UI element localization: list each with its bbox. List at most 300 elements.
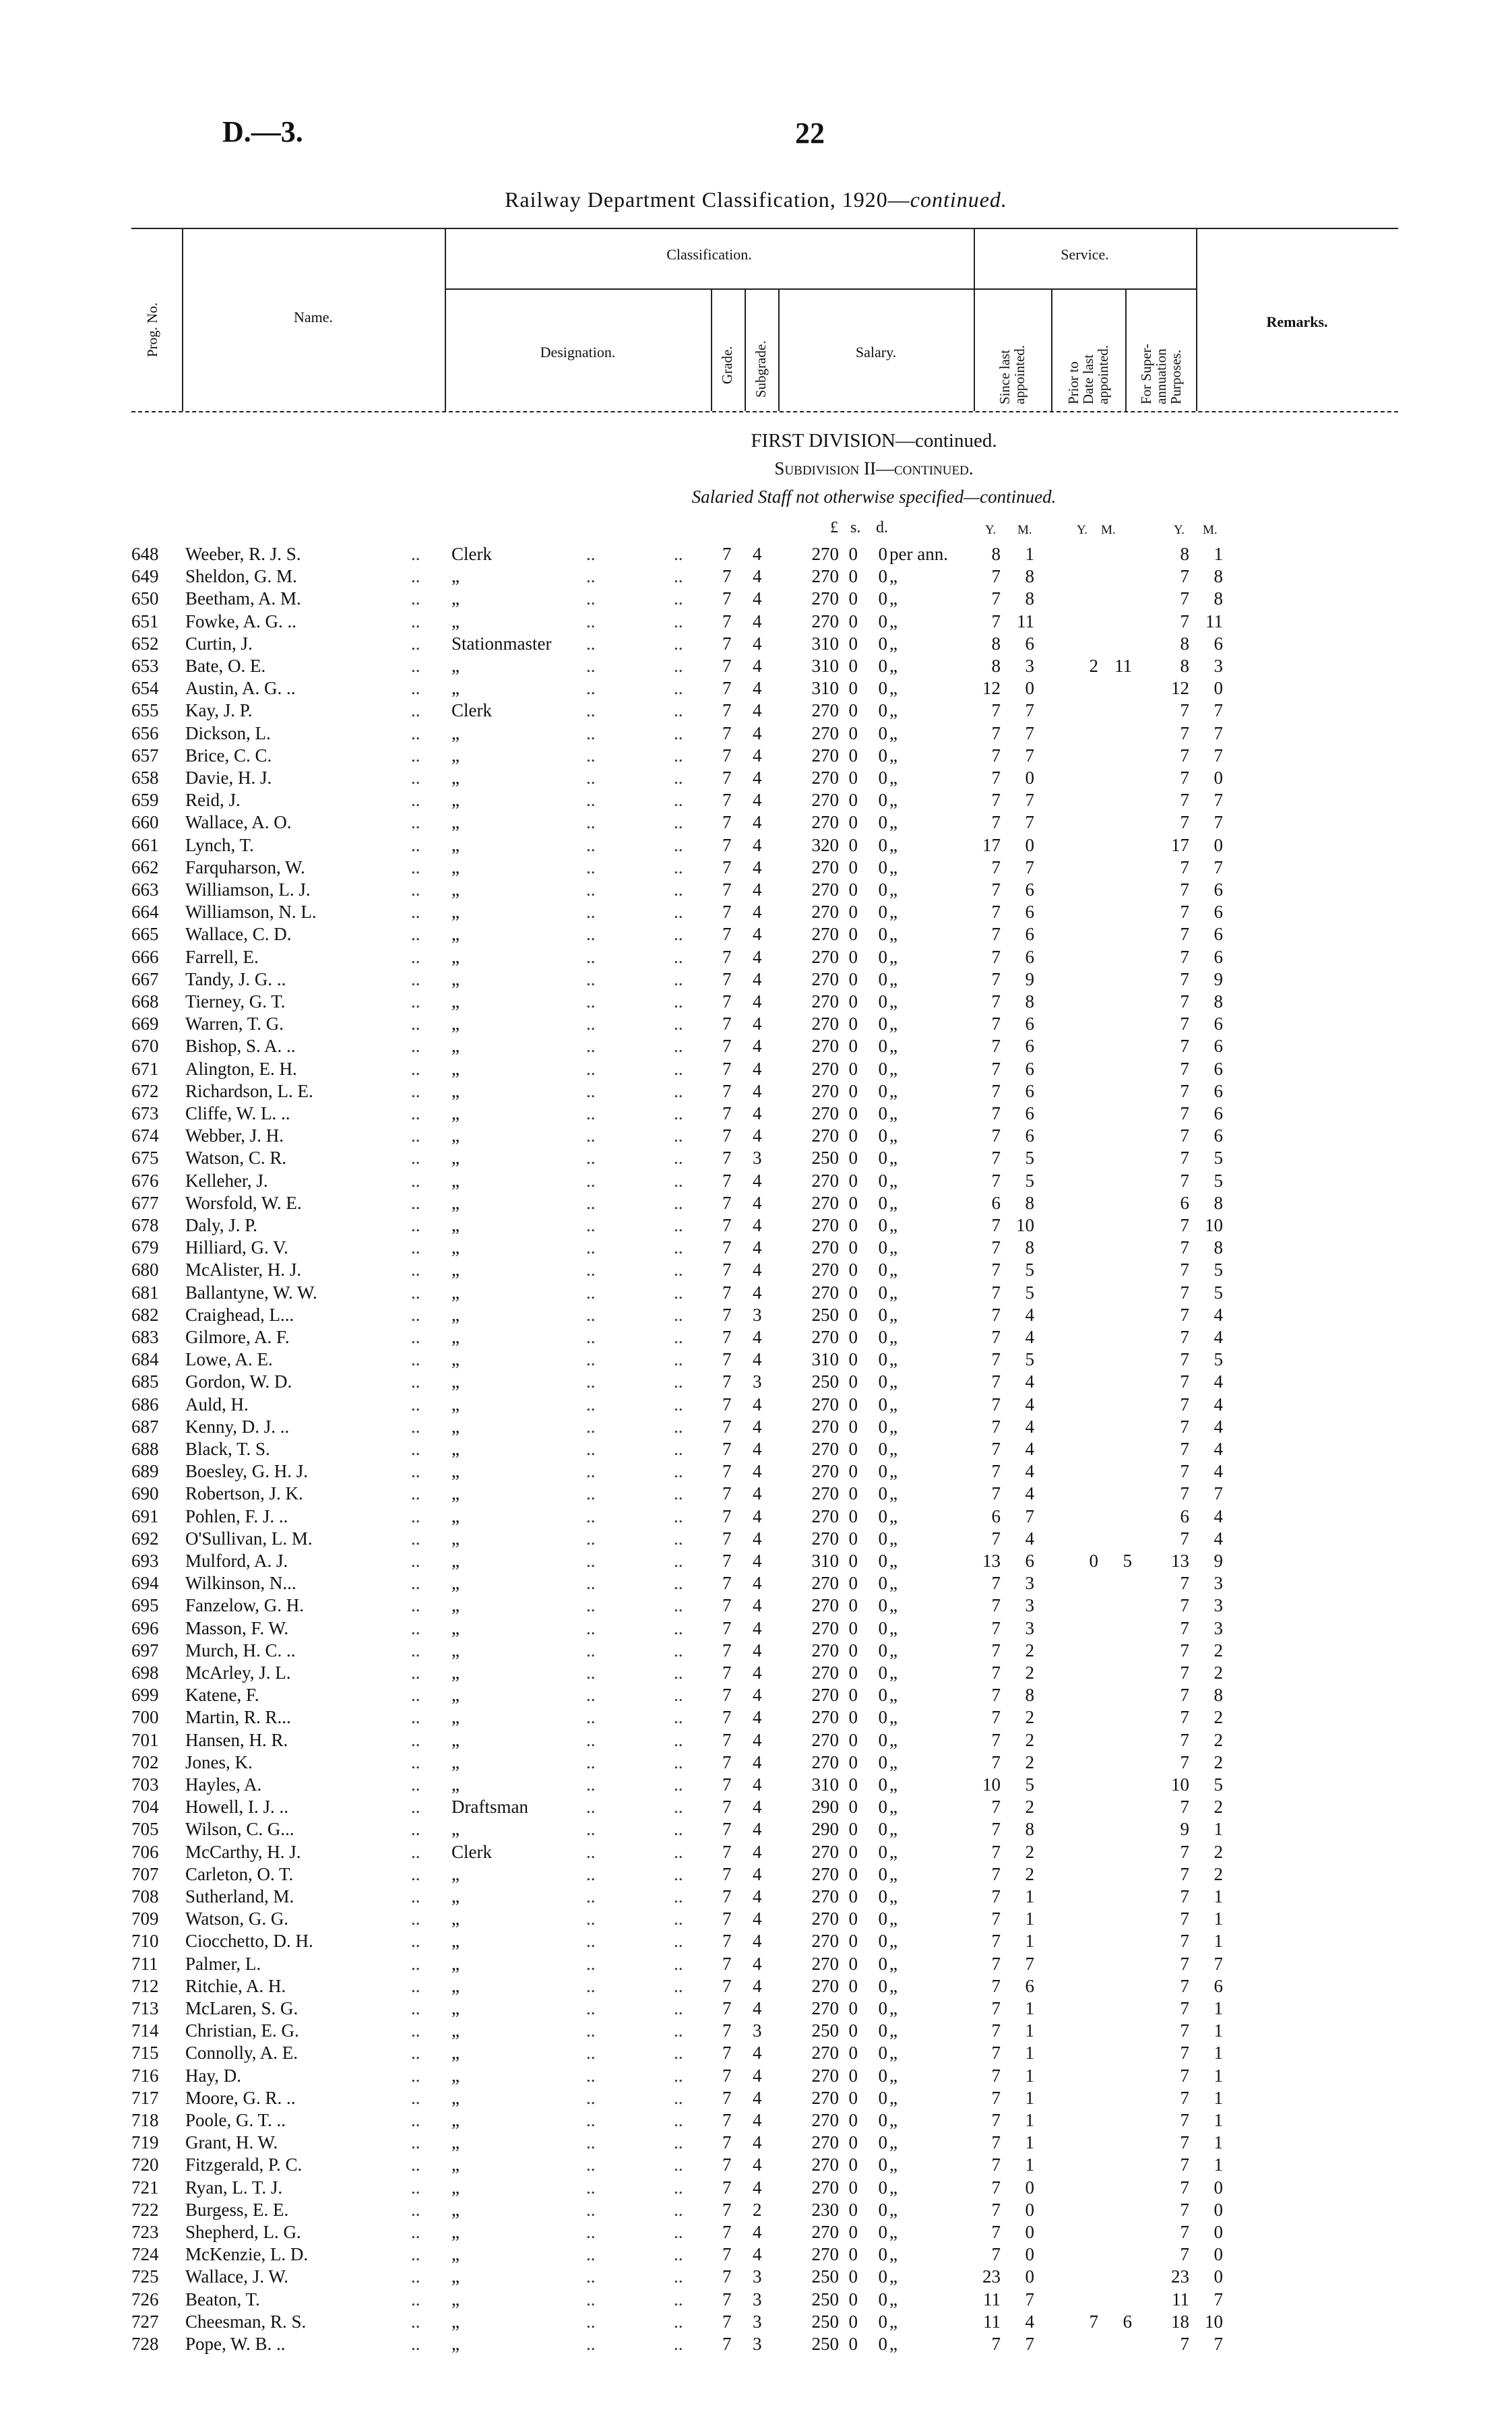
salary-period-cell: „ <box>889 2110 897 2130</box>
leader-dots: .. <box>674 1148 683 1169</box>
table-row <box>0 611 1512 633</box>
grade-cell: 7 <box>722 1953 732 1974</box>
leader-dots: .. <box>674 1774 683 1795</box>
salary-period-cell: „ <box>889 834 897 855</box>
leader-dots: .. <box>674 1975 683 1996</box>
designation-cell: „ <box>451 1528 460 1549</box>
leader-dots: .. <box>411 2289 420 2309</box>
salary-period-cell: „ <box>889 2020 897 2041</box>
subgrade-cell: 4 <box>753 924 762 945</box>
salary-pounds-cell: 270 <box>811 544 839 564</box>
leader-dots: .. <box>586 1573 596 1594</box>
since-months-cell: 7 <box>1025 790 1034 811</box>
salary-period-cell: „ <box>889 1729 897 1750</box>
since-months-cell: 6 <box>1025 1103 1034 1123</box>
leader-dots: .. <box>586 991 596 1012</box>
since-years-cell: 7 <box>991 2154 1001 2175</box>
salary-pounds-cell: 270 <box>811 2244 839 2265</box>
prog-no-cell: 649 <box>131 566 159 587</box>
salary-pounds-cell: 250 <box>811 2334 839 2354</box>
salary-pence-cell: 0 <box>878 1148 887 1169</box>
leader-dots: .. <box>674 1617 683 1638</box>
grade-cell: 7 <box>722 2222 732 2242</box>
super-years-cell: 7 <box>1180 1998 1189 2018</box>
leader-dots: .. <box>586 946 596 967</box>
name-cell: Fanzelow, G. H. <box>185 1595 304 1616</box>
subgrade-cell: 4 <box>753 2065 762 2086</box>
super-years-cell: 7 <box>1180 924 1189 945</box>
salary-shillings-cell: 0 <box>848 1483 858 1504</box>
salary-pounds-cell: 290 <box>811 1797 839 1818</box>
salary-pounds-cell: 270 <box>811 991 839 1012</box>
salary-period-cell: „ <box>889 857 897 877</box>
leader-dots: .. <box>586 1260 596 1280</box>
subgrade-cell: 4 <box>753 1685 762 1706</box>
super-months-cell: 0 <box>1214 2222 1223 2242</box>
salary-period-cell: „ <box>889 924 897 945</box>
table-row <box>0 1304 1512 1326</box>
grade-cell: 7 <box>722 611 732 631</box>
designation-cell: „ <box>451 1036 460 1057</box>
salary-pounds-cell: 270 <box>811 968 839 989</box>
subgrade-cell: 4 <box>753 1797 762 1818</box>
salary-shillings-cell: 0 <box>848 2154 858 2175</box>
designation-cell: „ <box>451 1729 460 1750</box>
super-months-cell: 4 <box>1214 1371 1223 1392</box>
leader-dots: .. <box>674 1461 683 1482</box>
since-months-cell: 0 <box>1025 2177 1034 2198</box>
subgrade-cell: 4 <box>753 1617 762 1638</box>
salary-pence-cell: 0 <box>878 1080 887 1101</box>
table-row <box>0 1550 1512 1572</box>
super-months-cell: 2 <box>1214 1863 1223 1884</box>
leader-dots: .. <box>674 1416 683 1437</box>
designation-cell: „ <box>451 946 460 967</box>
salary-shillings-cell: 0 <box>848 1170 858 1191</box>
since-years-cell: 7 <box>991 2043 1001 2064</box>
leader-dots: .. <box>674 2334 683 2354</box>
salary-pence-cell: 0 <box>878 1729 887 1750</box>
leader-dots: .. <box>674 2244 683 2265</box>
salary-period-cell: „ <box>889 2177 897 2198</box>
super-months-cell: 6 <box>1214 1036 1223 1057</box>
grade-cell: 7 <box>722 1327 732 1347</box>
prog-no-cell: 716 <box>131 2065 159 2086</box>
salary-pence-cell: 0 <box>878 2154 887 2175</box>
salary-shillings-cell: 0 <box>848 991 858 1012</box>
table-row <box>0 1035 1512 1057</box>
name-cell: Jones, K. <box>185 1751 253 1772</box>
prog-no-cell: 655 <box>131 700 159 721</box>
subgrade-cell: 4 <box>753 2043 762 2064</box>
leader-dots: .. <box>674 1931 683 1952</box>
name-cell: Connolly, A. E. <box>185 2043 298 2064</box>
super-months-cell: 4 <box>1214 1439 1223 1459</box>
since-months-cell: 7 <box>1025 745 1034 766</box>
table-row <box>0 1259 1512 1281</box>
leader-dots: .. <box>586 1215 596 1235</box>
super-years-cell: 7 <box>1180 2199 1189 2220</box>
salary-period-cell: „ <box>889 1192 897 1213</box>
table-row <box>0 1818 1512 1840</box>
col-prior-header: Prior to Date last appointed. <box>1065 344 1111 404</box>
prior-months-cell: 5 <box>1123 1551 1132 1571</box>
leader-dots: .. <box>674 1439 683 1459</box>
salary-pounds-cell: 270 <box>811 1617 839 1638</box>
salary-shillings-cell: 0 <box>848 2065 858 2086</box>
since-years-cell: 8 <box>991 633 1001 654</box>
since-months-cell: 1 <box>1025 2087 1034 2108</box>
subgrade-cell: 4 <box>753 1439 762 1459</box>
super-years-cell: 7 <box>1180 2132 1189 2153</box>
leader-dots: .. <box>586 1282 596 1303</box>
leader-dots: .. <box>586 1931 596 1952</box>
subgrade-cell: 4 <box>753 656 762 676</box>
salary-pence-cell: 0 <box>878 611 887 631</box>
col-prog-header: Prog. No. <box>144 302 160 357</box>
salary-shillings-cell: 0 <box>848 656 858 676</box>
leader-dots: .. <box>674 946 683 967</box>
salary-period-cell: „ <box>889 700 897 721</box>
super-months-cell: 7 <box>1214 790 1223 811</box>
subdivision-heading: Subdivision II—continued. <box>774 458 974 478</box>
super-months-cell: 4 <box>1214 1461 1223 1482</box>
grade-cell: 7 <box>722 1595 732 1616</box>
name-cell: Wilkinson, N... <box>185 1573 296 1594</box>
designation-cell: „ <box>451 1685 460 1706</box>
super-years-cell: 17 <box>1171 834 1189 855</box>
grade-cell: 7 <box>722 924 732 945</box>
salary-pence-cell: 0 <box>878 1394 887 1415</box>
leader-dots: .. <box>411 1640 420 1661</box>
salary-pence-cell: 0 <box>878 1327 887 1347</box>
since-years-cell: 7 <box>991 1909 1001 1929</box>
super-years-cell: 7 <box>1180 1260 1189 1280</box>
leader-dots: .. <box>674 2087 683 2108</box>
salary-period-cell: „ <box>889 1058 897 1079</box>
grade-cell: 7 <box>722 1685 732 1706</box>
grade-cell: 7 <box>722 879 732 900</box>
salary-shillings-cell: 0 <box>848 1125 858 1146</box>
leader-dots: .. <box>411 1304 420 1325</box>
salary-shillings-cell: 0 <box>848 1819 858 1840</box>
name-cell: Moore, G. R. .. <box>185 2087 296 2108</box>
prog-no-cell: 662 <box>131 857 159 877</box>
leader-dots: .. <box>411 1014 420 1034</box>
leader-dots: .. <box>674 1260 683 1280</box>
designation-cell: „ <box>451 1416 460 1437</box>
leader-dots: .. <box>411 1663 420 1683</box>
salary-pounds-cell: 270 <box>811 1394 839 1415</box>
leader-dots: .. <box>411 768 420 788</box>
grade-cell: 7 <box>722 1551 732 1571</box>
salary-period-cell: „ <box>889 1014 897 1034</box>
grade-cell: 7 <box>722 566 732 587</box>
leader-dots: .. <box>674 1998 683 2018</box>
salary-pence-cell: 0 <box>878 1640 887 1661</box>
grade-cell: 7 <box>722 2065 732 2086</box>
since-months-cell: 8 <box>1025 588 1034 609</box>
salary-shillings-cell: 0 <box>848 946 858 967</box>
salary-shillings-cell: 0 <box>848 1260 858 1280</box>
designation-cell: „ <box>451 1774 460 1795</box>
leader-dots: .. <box>674 1909 683 1929</box>
salary-pence-cell: 0 <box>878 812 887 833</box>
salary-pence-cell: 0 <box>878 1416 887 1437</box>
subgrade-cell: 4 <box>753 2154 762 2175</box>
grade-cell: 7 <box>722 790 732 811</box>
leader-dots: .. <box>674 1685 683 1706</box>
since-months-cell: 2 <box>1025 1729 1034 1750</box>
since-months-cell: 6 <box>1025 1080 1034 1101</box>
super-years-cell: 7 <box>1180 1975 1189 1996</box>
prog-no-cell: 682 <box>131 1304 159 1325</box>
prog-no-cell: 681 <box>131 1282 159 1303</box>
table-row <box>0 1282 1512 1304</box>
salary-shillings-cell: 0 <box>848 1909 858 1929</box>
salary-period-cell: „ <box>889 1506 897 1526</box>
leader-dots: .. <box>411 2065 420 2086</box>
designation-cell: „ <box>451 1819 460 1840</box>
salary-pounds-cell: 250 <box>811 2289 839 2309</box>
super-months-cell: 6 <box>1214 1975 1223 1996</box>
prog-no-cell: 702 <box>131 1751 159 1772</box>
salary-shillings-cell: 0 <box>848 1148 858 1169</box>
subgrade-cell: 4 <box>753 1953 762 1974</box>
prior-years-cell: 2 <box>1089 656 1098 676</box>
salary-pence-cell: 0 <box>878 1014 887 1034</box>
name-cell: Watson, G. G. <box>185 1909 289 1929</box>
table-row <box>0 1863 1512 1886</box>
subgrade-cell: 4 <box>753 1036 762 1057</box>
salary-shillings-cell: 0 <box>848 678 858 699</box>
salary-pounds-cell: 270 <box>811 1595 839 1616</box>
super-years-cell: 7 <box>1180 1327 1189 1347</box>
since-years-cell: 7 <box>991 1170 1001 1191</box>
since-years-cell: 7 <box>991 1058 1001 1079</box>
salary-shillings-cell: 0 <box>848 1551 858 1571</box>
table-row <box>0 1080 1512 1103</box>
grade-cell: 7 <box>722 1125 732 1146</box>
prog-no-cell: 673 <box>131 1103 159 1123</box>
since-months-cell: 8 <box>1025 1237 1034 1258</box>
leader-dots: .. <box>586 1371 596 1392</box>
leader-dots: .. <box>411 1528 420 1549</box>
prog-no-cell: 701 <box>131 1729 159 1750</box>
name-cell: Lynch, T. <box>185 834 254 855</box>
leader-dots: .. <box>674 2110 683 2130</box>
since-years-cell: 7 <box>991 2177 1001 2198</box>
table-row <box>0 2109 1512 2132</box>
since-months-cell: 0 <box>1025 2222 1034 2242</box>
salary-shillings-cell: 0 <box>848 2020 858 2041</box>
super-months-cell: 6 <box>1214 1014 1223 1034</box>
salary-pence-cell: 0 <box>878 2020 887 2041</box>
salary-pounds-cell: 310 <box>811 633 839 654</box>
super-months-cell: 7 <box>1214 745 1223 766</box>
since-months-cell: 1 <box>1025 1998 1034 2018</box>
salary-pence-cell: 0 <box>878 2110 887 2130</box>
table-row <box>0 543 1512 565</box>
salary-period-cell: „ <box>889 1707 897 1728</box>
leader-dots: .. <box>411 1260 420 1280</box>
salary-shillings-cell: 0 <box>848 1751 858 1772</box>
table-row <box>0 2221 1512 2243</box>
since-years-cell: 7 <box>991 1663 1001 1683</box>
salary-period-cell: „ <box>889 656 897 676</box>
super-months-cell: 4 <box>1214 1416 1223 1437</box>
grade-cell: 7 <box>722 902 732 923</box>
name-cell: Fitzgerald, P. C. <box>185 2154 303 2175</box>
salary-shillings-cell: 0 <box>848 611 858 631</box>
salary-shillings-cell: 0 <box>848 2311 858 2332</box>
salary-pence-cell: 0 <box>878 1909 887 1929</box>
col-subgrade-header: Subgrade. <box>753 340 769 398</box>
grade-cell: 7 <box>722 1014 732 1034</box>
super-years-cell: 7 <box>1180 1797 1189 1818</box>
leader-dots: .. <box>411 745 420 766</box>
grade-cell: 7 <box>722 1729 732 1750</box>
leader-dots: .. <box>411 1819 420 1840</box>
since-years-cell: 12 <box>982 678 1001 699</box>
since-months-cell: 8 <box>1025 1819 1034 1840</box>
salary-pence-cell: 0 <box>878 857 887 877</box>
super-years-cell: 7 <box>1180 2334 1189 2354</box>
super-months-cell: 1 <box>1214 2154 1223 2175</box>
salary-pounds-cell: 270 <box>811 566 839 587</box>
salary-pounds-cell: 270 <box>811 2222 839 2242</box>
since-months-cell: 1 <box>1025 2154 1034 2175</box>
designation-cell: „ <box>451 2244 460 2265</box>
leader-dots: .. <box>411 2266 420 2287</box>
table-row <box>0 565 1512 588</box>
grade-cell: 7 <box>722 1080 732 1101</box>
since-months-cell: 1 <box>1025 2020 1034 2041</box>
prog-no-cell: 704 <box>131 1797 159 1818</box>
leader-dots: .. <box>586 678 596 699</box>
leader-dots: .. <box>411 544 420 564</box>
since-months-cell: 7 <box>1025 812 1034 833</box>
salary-period-cell: „ <box>889 2311 897 2332</box>
super-months-cell: 1 <box>1214 2087 1223 2108</box>
leader-dots: .. <box>411 2087 420 2108</box>
grade-cell: 7 <box>722 1617 732 1638</box>
salary-shillings-cell: 0 <box>848 2110 858 2130</box>
salary-pence-cell: 0 <box>878 1841 887 1862</box>
grade-cell: 7 <box>722 768 732 788</box>
salary-pence-cell: 0 <box>878 1595 887 1616</box>
subgrade-cell: 4 <box>753 611 762 631</box>
table-row <box>0 789 1512 811</box>
name-cell: Dickson, L. <box>185 722 271 743</box>
subgrade-cell: 4 <box>753 1841 762 1862</box>
table-row <box>0 2065 1512 2087</box>
salary-shillings-cell: 0 <box>848 544 858 564</box>
unit-prior-months: M. <box>1101 523 1116 537</box>
super-years-cell: 7 <box>1180 1125 1189 1146</box>
leader-dots: .. <box>674 1215 683 1235</box>
super-months-cell: 1 <box>1214 1931 1223 1952</box>
salary-period-cell: „ <box>889 2065 897 2086</box>
since-months-cell: 2 <box>1025 1841 1034 1862</box>
since-months-cell: 4 <box>1025 1394 1034 1415</box>
super-months-cell: 7 <box>1214 2289 1223 2309</box>
since-months-cell: 1 <box>1025 1886 1034 1906</box>
salary-shillings-cell: 0 <box>848 700 858 721</box>
super-months-cell: 8 <box>1214 1237 1223 1258</box>
salary-period-cell: „ <box>889 1237 897 1258</box>
prog-no-cell: 712 <box>131 1975 159 1996</box>
prog-no-cell: 677 <box>131 1192 159 1213</box>
leader-dots: .. <box>586 2289 596 2309</box>
super-years-cell: 6 <box>1180 1506 1189 1526</box>
salary-shillings-cell: 0 <box>848 722 858 743</box>
table-row <box>0 1506 1512 1528</box>
leader-dots: .. <box>674 2311 683 2332</box>
super-years-cell: 7 <box>1180 1014 1189 1034</box>
leader-dots: .. <box>411 857 420 877</box>
salary-shillings-cell: 0 <box>848 1394 858 1415</box>
name-cell: Wallace, A. O. <box>185 812 292 833</box>
since-years-cell: 7 <box>991 588 1001 609</box>
salary-period-cell: „ <box>889 2266 897 2287</box>
leader-dots: .. <box>674 790 683 811</box>
prog-no-cell: 675 <box>131 1148 159 1169</box>
leader-dots: .. <box>674 924 683 945</box>
name-cell: Ryan, L. T. J. <box>185 2177 283 2198</box>
grade-cell: 7 <box>722 1215 732 1235</box>
subgrade-cell: 4 <box>753 1394 762 1415</box>
subgrade-cell: 4 <box>753 1103 762 1123</box>
leader-dots: .. <box>411 790 420 811</box>
salary-shillings-cell: 0 <box>848 1080 858 1101</box>
salary-pounds-cell: 270 <box>811 722 839 743</box>
since-months-cell: 4 <box>1025 1439 1034 1459</box>
leader-dots: .. <box>411 1595 420 1616</box>
super-years-cell: 7 <box>1180 1841 1189 1862</box>
salary-pence-cell: 0 <box>878 1617 887 1638</box>
since-months-cell: 2 <box>1025 1863 1034 1884</box>
salary-pence-cell: 0 <box>878 1506 887 1526</box>
since-years-cell: 7 <box>991 1125 1001 1146</box>
prog-no-cell: 657 <box>131 745 159 766</box>
table-row <box>0 1930 1512 1952</box>
prog-no-cell: 661 <box>131 834 159 855</box>
leader-dots: .. <box>674 1953 683 1974</box>
leader-dots: .. <box>674 1573 683 1594</box>
salary-period-cell: „ <box>889 1416 897 1437</box>
since-years-cell: 7 <box>991 1640 1001 1661</box>
leader-dots: .. <box>411 1751 420 1772</box>
super-months-cell: 5 <box>1214 1282 1223 1303</box>
since-years-cell: 13 <box>982 1551 1001 1571</box>
grade-cell: 7 <box>722 834 732 855</box>
salary-pence-cell: 0 <box>878 2244 887 2265</box>
unit-since-years: Y. <box>985 523 997 537</box>
since-months-cell: 1 <box>1025 2065 1034 2086</box>
table-row <box>0 2266 1512 2288</box>
prog-no-cell: 717 <box>131 2087 159 2108</box>
table-row <box>0 1617 1512 1640</box>
leader-dots: .. <box>586 924 596 945</box>
leader-dots: .. <box>411 902 420 923</box>
salary-pence-cell: 0 <box>878 1663 887 1683</box>
salary-shillings-cell: 0 <box>848 1349 858 1370</box>
salary-period-cell: „ <box>889 633 897 654</box>
salary-pounds-cell: 270 <box>811 1215 839 1235</box>
leader-dots: .. <box>411 834 420 855</box>
designation-cell: „ <box>451 790 460 811</box>
